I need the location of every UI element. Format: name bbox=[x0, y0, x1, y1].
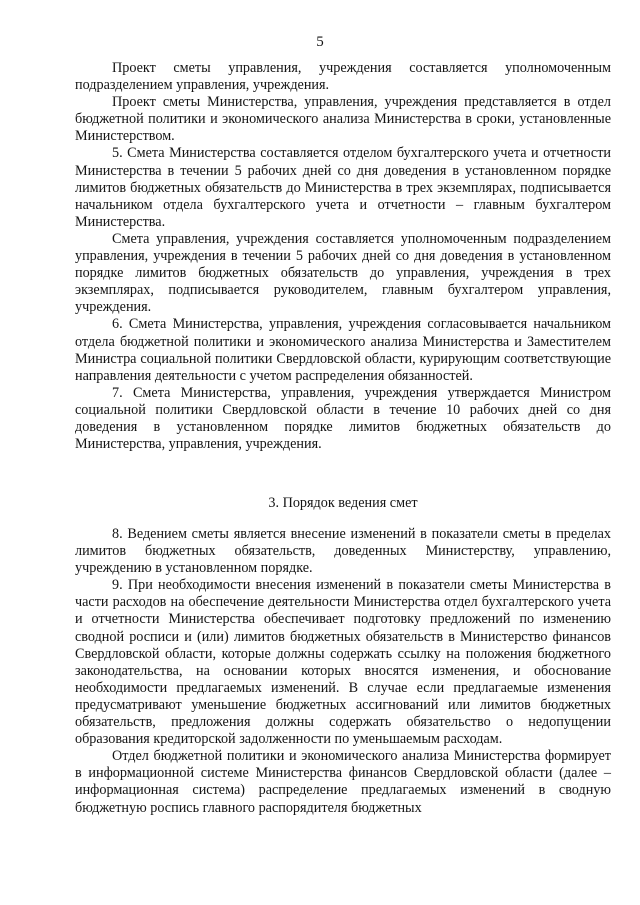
document-body-bottom bbox=[75, 526, 611, 817]
page-number: 5 bbox=[316, 34, 324, 50]
paragraph-item-5: 5. Смета Министерства составляется отделом бухгалтерского учета и отчетности Министерства в течении 5 рабочих дней со дня доведения в установленном порядке лимитов бюджетных обязательств до Министерства в трех экземплярах, подписывается начальником отдела бухгалтерского учета и отчетности – главным бухгалтером Министерства. bbox=[75, 145, 611, 230]
paragraph-item-7: 7. Смета Министерства, управления, учреждения утверждается Министром социальной политики Свердловской области в течение 10 рабочих дней со дня доведения в установленном порядке лимитов бюджетных обязательств до Министерства, управления, учреждения. bbox=[75, 384, 611, 453]
paragraph-project-estimate-submission: Проект сметы Министерства, управления, учреждения представляется в отдел бюджетной политики и экономического анализа Министерства в сроки, установленные Министерством. bbox=[75, 94, 611, 145]
paragraph-item-6: 6. Смета Министерства, управления, учреждения согласовывается начальником отдела бюджетной политики и экономического анализа Министерства и Заместителем Министра социальной политики Свердловской области, курирующим соответствующие направления деятельности с учетом распределения обязанностей. bbox=[75, 316, 611, 384]
document-body-top bbox=[75, 60, 611, 453]
paragraph-budget-policy-department: Отдел бюджетной политики и экономического анализа Министерства формирует в информационной системе Министерства финансов Свердловской области (далее – информационная система) распределение предлагаемых изменений в сводную бюджетную роспись главного распорядителя бюджетных bbox=[75, 748, 611, 816]
section-heading: 3. Порядок ведения смет bbox=[268, 495, 418, 511]
paragraph-item-8: 8. Ведением сметы является внесение изменений в показатели сметы в пределах лимитов бюджетных обязательств, доведенных Министерству, управлению, учреждению в установленном порядке. bbox=[75, 526, 611, 577]
paragraph-item-9: 9. При необходимости внесения изменений в показатели сметы Министерства в части расходов на обеспечение деятельности Министерства отдел бухгалтерского учета и отчетности Министерства обеспечивает подготовку предложений по изменению сводной росписи и (или) лимитов бюджетных обязательств в Министерство финансов Свердловской области, которые должны содержать ссылку на положения бюджетного законодательства, на основании которых вносятся изменения, и обоснование необходимости предлагаемых изменений. В случае если предлагаемые изменения предусматривают уменьшение бюджетных ассигнований или лимитов бюджетных обязательств, предложения должны содержать обязательство о недопущении образования кредиторской задолженности по уменьшаемым расходам. bbox=[75, 577, 611, 748]
paragraph-estimate-department: Смета управления, учреждения составляется уполномоченным подразделением управления, учреждения в течении 5 рабочих дней со дня доведения в установленном порядке лимитов бюджетных обязательств до управления, учреждения в трех экземплярах, подписывается руководителем, главным бухгалтером управления, учреждения. bbox=[75, 230, 611, 316]
paragraph-project-estimate-department: Проект сметы управления, учреждения составляется уполномоченным подразделением управления, учреждения. bbox=[75, 60, 611, 94]
section-heading-block bbox=[75, 495, 611, 512]
